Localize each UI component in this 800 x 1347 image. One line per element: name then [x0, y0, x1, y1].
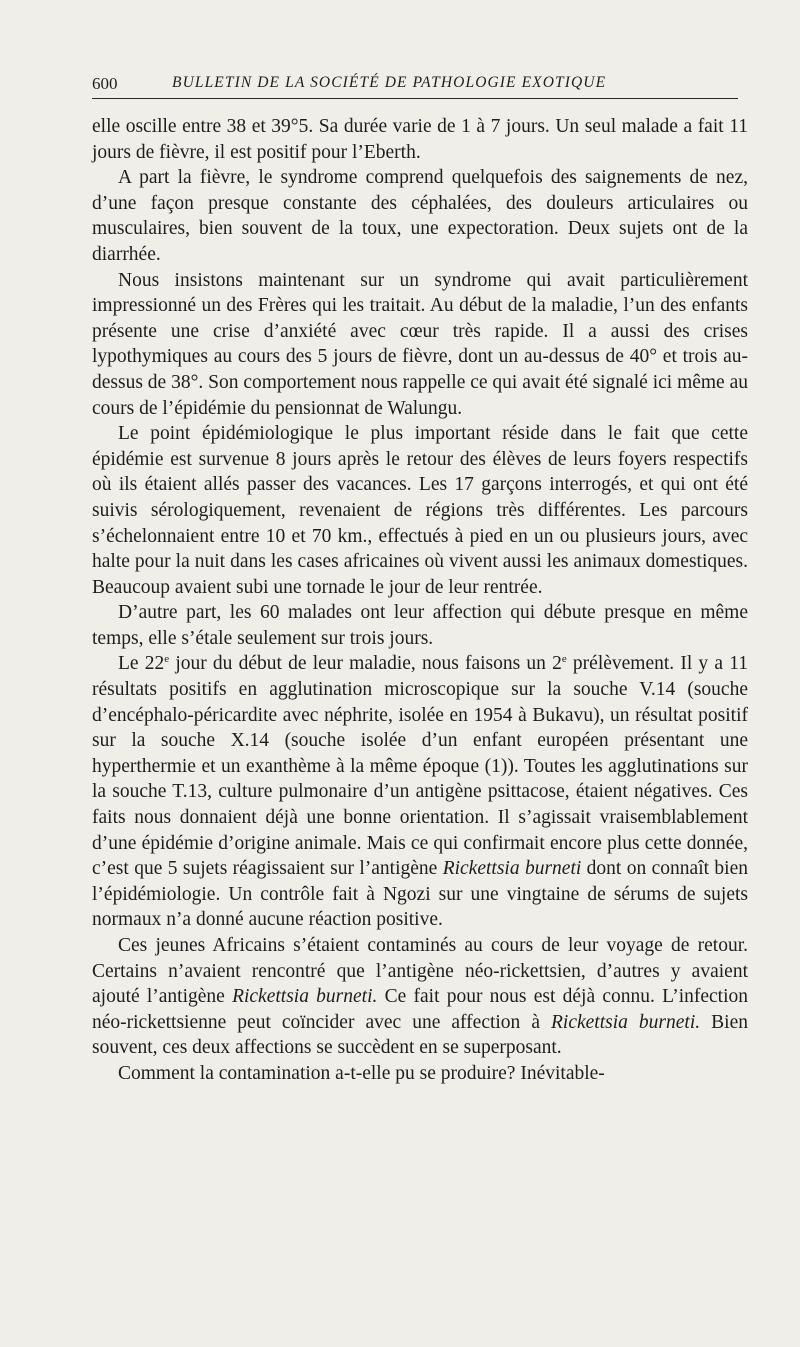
text-run: Le 22	[118, 653, 165, 675]
species-name: Rickettsia burneti	[442, 858, 582, 880]
paragraph-8: Comment la contamination a-t-elle pu se produire? Inévitable-	[118, 1062, 605, 1084]
text-run: prélèvement. Il y a 11 résultats positifs en agglutination microscopique sur la souche V.14 (souche d’encéphalo-péricardite avec néphrite, isolée en 1954 à Bukavu), un résultat positif sur la souche X.14 (souche isolée d’un enfant européen présentant une hyperthermie et un exanthème à la même époque (1)). Toutes les agglutinations sur la souche T.13, culture pulmonaire d’un antigène psittacose, étaient négatives. Ces faits nous donnaient déjà une bonne orientation. Il s’agissait vraisemblablement d’une épidémie d’origine animale. Mais ce qui confirmait encore plus cette donnée, c’est que 5 sujets réagissaient sur l’antigène	[92, 653, 748, 880]
paragraph-5: D’autre part, les 60 malades ont leur affection qui débute presque en même temps, elle s’étale seulement sur trois jours.	[92, 602, 748, 649]
paragraph-7	[92, 933, 748, 1061]
body-text	[92, 114, 748, 1087]
paragraph-1: elle oscille entre 38 et 39°5. Sa durée varie de 1 à 7 jours. Un seul malade a fait 11 jours de fièvre, il est positif pour l’Eberth.	[92, 116, 748, 163]
paragraph-2: A part la fièvre, le syndrome comprend quelquefois des saignements de nez, d’une façon presque constante des céphalées, des douleurs articulaires ou musculaires, bien souvent de la toux, une expectoration. Deux sujets ont de la diarrhée.	[92, 167, 748, 265]
page-number: 600	[92, 74, 118, 93]
text-run: Ce fait pour nous est déjà connu. L’infection néo-rickettsienne peut coïncider avec une affection à	[92, 986, 749, 1033]
species-name: Rickettsia burneti.	[232, 986, 378, 1008]
text-run: Bien souvent, ces deux affections se succèdent en se superposant.	[92, 1011, 748, 1059]
running-title: BULLETIN DE LA SOCIÉTÉ DE PATHOLOGIE EXOTIQUE	[172, 74, 607, 91]
superscript: e	[561, 653, 567, 666]
text-run: dont on connaît bien l’épidémiologie. Un contrôle fait à Ngozi sur une vingtaine de sérums de sujets normaux n’a donné aucune réaction positive.	[92, 858, 748, 931]
species-name: Rickettsia burneti.	[551, 1011, 701, 1033]
paragraph-3: Nous insistons maintenant sur un syndrome qui avait particulièrement impressionné un des Frères qui les traitait. Au début de la maladie, l’un des enfants présente une crise d’anxiété avec cœur très rapide. Il a aussi des crises lypothymiques au cours des 5 jours de fièvre, dont un au-dessus de 40° et trois au-dessus de 38°. Son comportement nous rappelle ce qui avait été signalé ici même au cours de l’épidémie du pensionnat de Walungu.	[92, 269, 748, 419]
paragraph-4: Le point épidémiologique le plus important réside dans le fait que cette épidémie est survenue 8 jours après le retour des élèves de leurs foyers respectifs où ils étaient allés passer des vacances. Les 17 garçons interrogés, et qui ont été suivis sérologiquement, revenaient de régions très différentes. Les parcours s’échelonnaient entre 10 et 70 km., effectués à pied en un ou plusieurs jours, avec halte pour la nuit dans les cases africaines où vivent aussi les animaux domestiques. Beaucoup avaient subi une tornade le jour de leur rentrée.	[92, 423, 748, 598]
superscript: e	[164, 653, 170, 666]
paragraph-6	[92, 651, 748, 933]
text-run: jour du début de leur maladie, nous faisons un 2	[169, 653, 562, 675]
text-run: Ces jeunes Africains s’étaient contaminés au cours de leur voyage de retour. Certains n’avaient rencontré que l’antigène néo-rickettsien, d’autres y avaient ajouté l’antigène	[92, 935, 748, 1008]
running-header	[92, 72, 738, 99]
